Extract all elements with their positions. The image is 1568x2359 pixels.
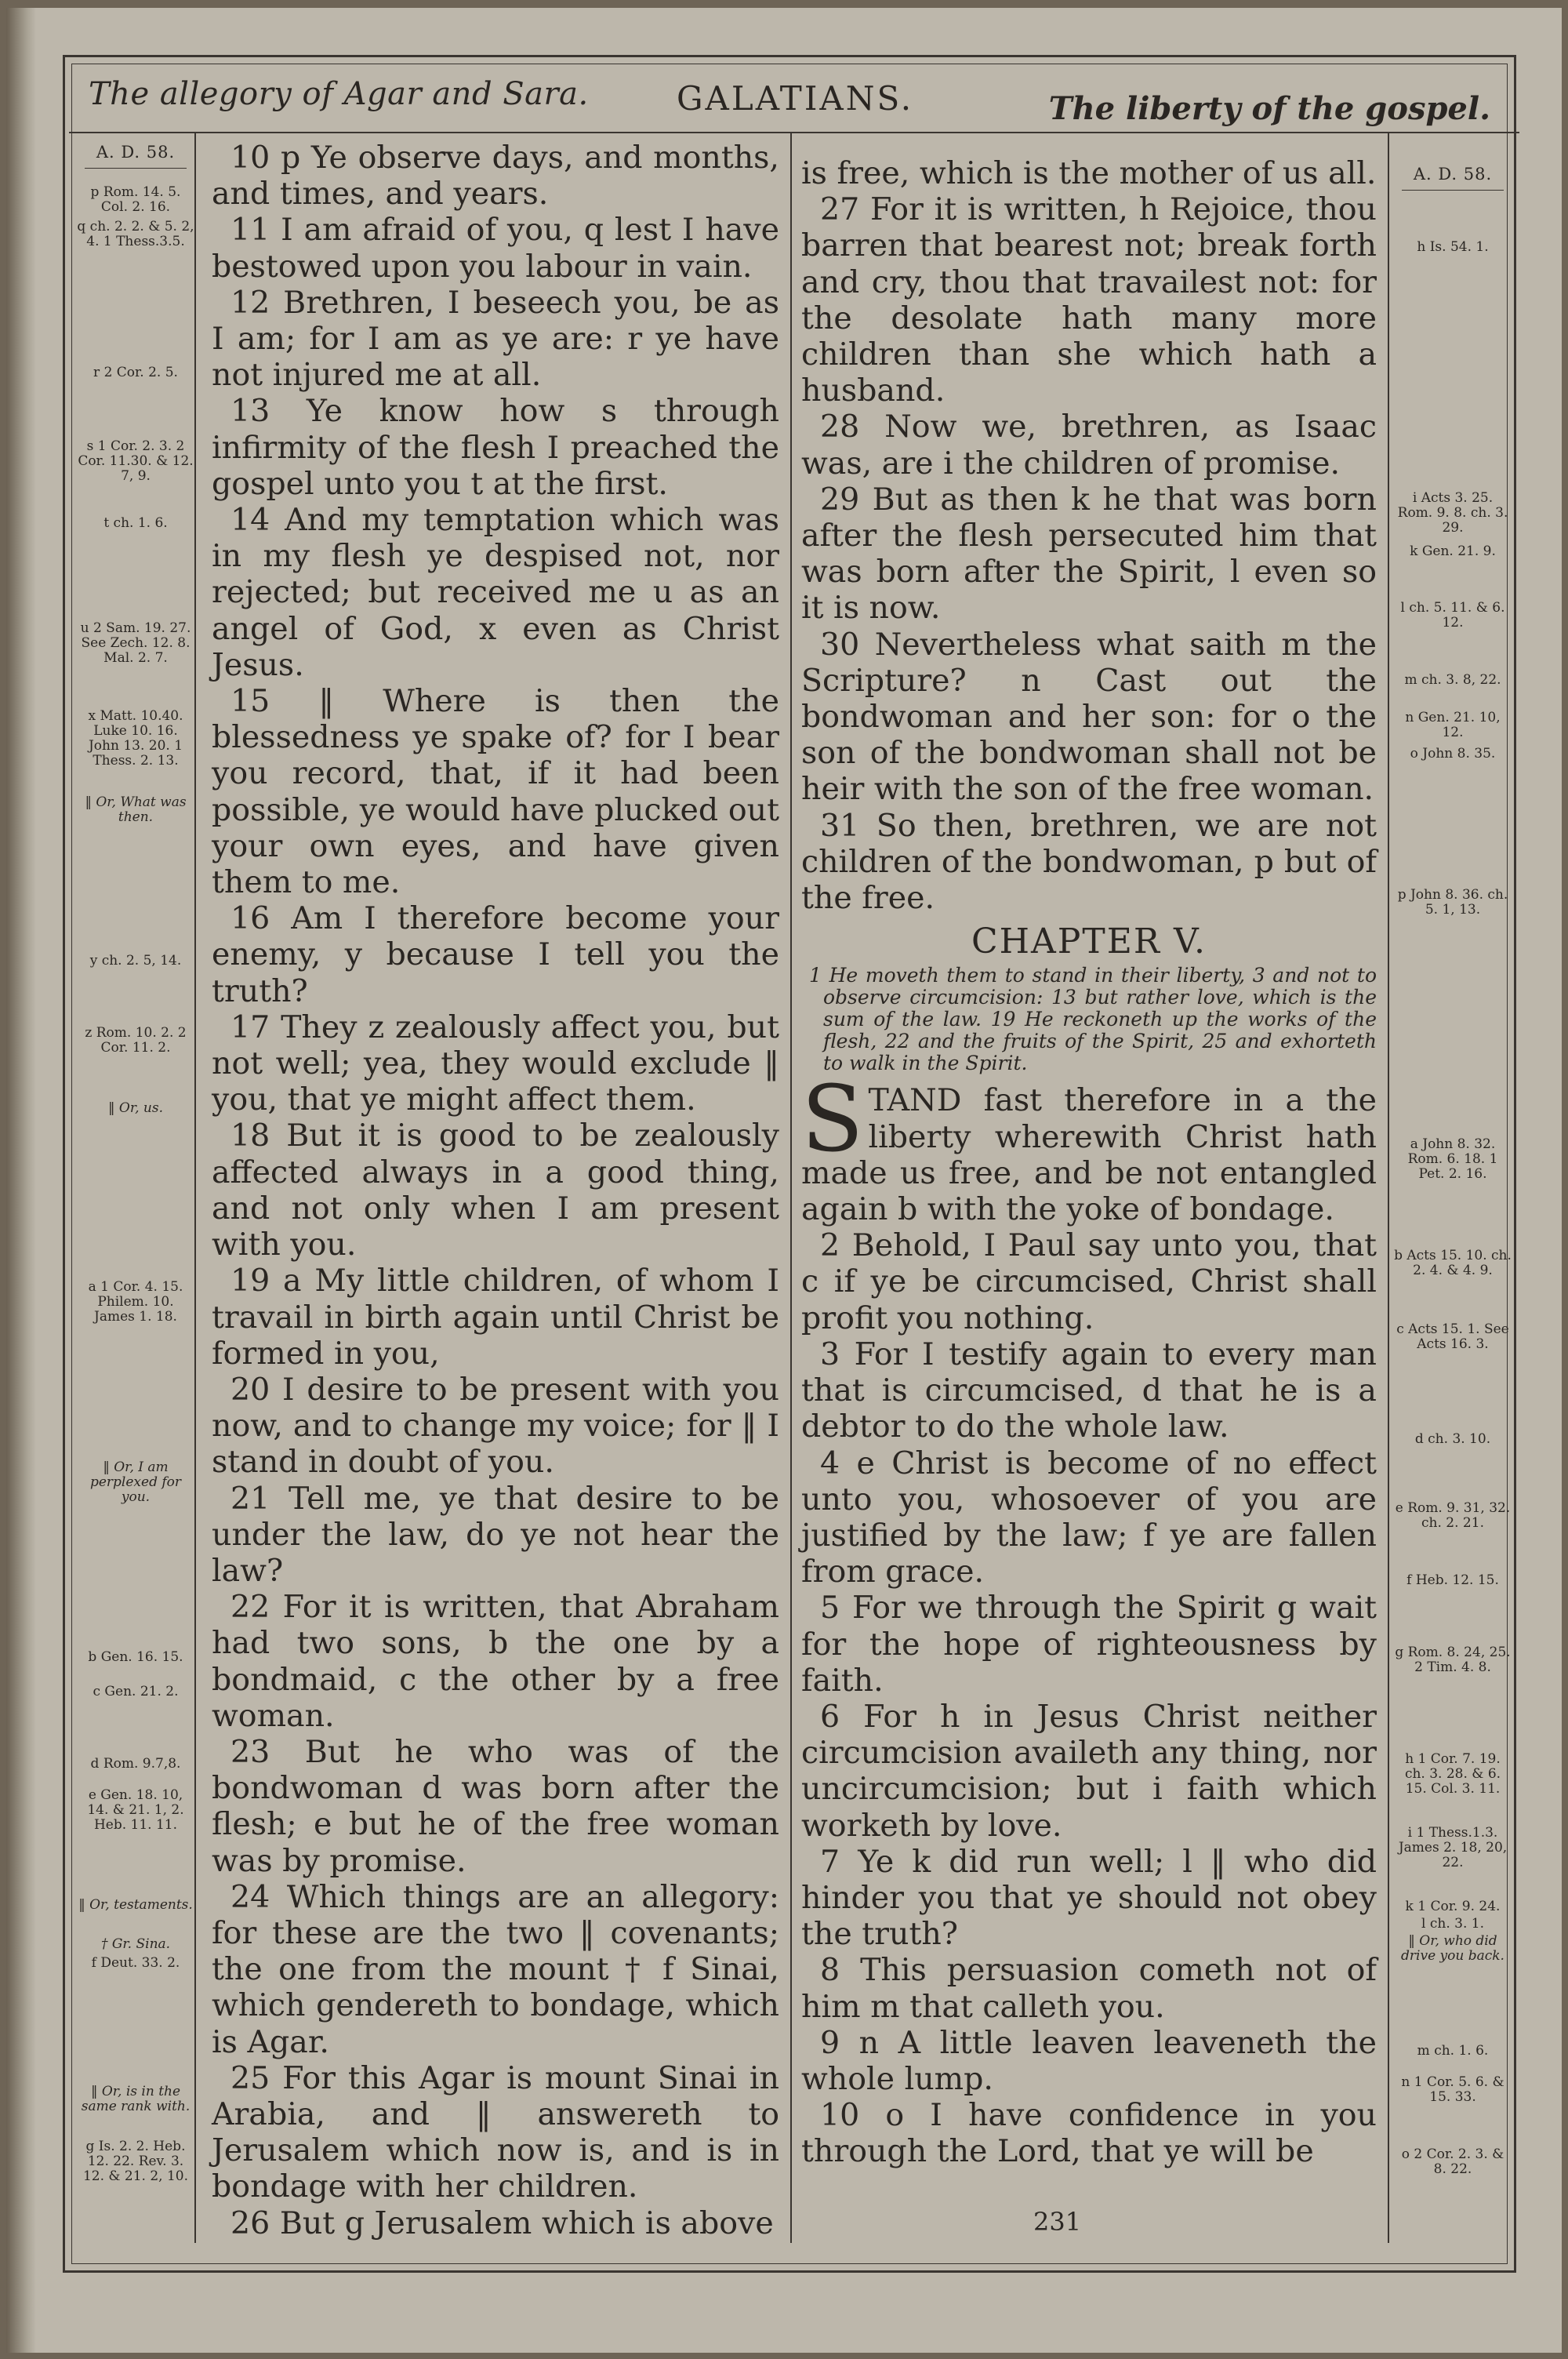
margin-note: ‖ Or, us.	[108, 1100, 163, 1116]
margin-note: n Gen. 21. 10, 12.	[1405, 710, 1501, 740]
margin-note: f Deut. 33. 2.	[91, 1955, 180, 1971]
chapter-first-verse	[801, 1067, 1377, 1228]
margin-note: ‖ Or, testaments.	[78, 1897, 193, 1913]
verse: 24 Which things are an allegory: for these are the two ‖ covenants; the one from the mount † f Sinai, which gendereth to bondage, which is Agar.	[212, 1878, 779, 2060]
margin-note: d ch. 3. 10.	[1414, 1431, 1491, 1447]
verse: 6 For h in Jesus Christ neither circumcision availeth any thing, nor uncircumcision; but i faith which worketh by love.	[801, 1698, 1377, 1844]
margin-note: l ch. 3. 1.	[1421, 1916, 1484, 1932]
verse: 20 I desire to be present with you now, and to change my voice; for ‖ I stand in doubt of you.	[212, 1371, 779, 1481]
verse: 13 Ye know how s through infirmity of the flesh I preached the gospel unto you t at the first.	[212, 393, 779, 502]
verse: 12 Brethren, I beseech you, be as I am; for I am as ye are: r ye have not injured me at all.	[212, 284, 779, 394]
margin-note: m ch. 1. 6.	[1417, 2043, 1489, 2059]
verse: 30 Nevertheless what saith m the Scripture? n Cast out the bondwoman and her son: for o the son of the bondwoman shall not be heir with the son of the free woman.	[801, 626, 1377, 808]
margin-note: e Gen. 18. 10, 14. & 21. 1, 2. Heb. 11. 11.	[87, 1787, 184, 1833]
margin-note: ‖ Or, is in the same rank with.	[81, 2084, 191, 2114]
verse: 29 But as then k he that was born after the flesh persecuted him that was born after the Spirit, l even so it is now.	[801, 481, 1377, 627]
margin-note: ‖ Or, who did drive you back.	[1401, 1933, 1504, 1964]
margin-note: r 2 Cor. 2. 5.	[93, 365, 178, 380]
chapter-summary: 1 He moveth them to stand in their liberty, 3 and not to observe circumcision: 13 but rather love, which is the sum of the law. 19 He reckoneth up the works of the flesh, 22 and the fruits of the Spirit, 25 and exhorteth to walk in the Spirit.	[809, 964, 1377, 1075]
drop-cap: S	[801, 1067, 864, 1173]
header-right-title: The liberty of the gospel.	[1048, 90, 1490, 127]
margin-note: b Gen. 16. 15.	[88, 1649, 183, 1665]
running-header	[65, 57, 1514, 139]
left-margin-rule	[194, 133, 196, 2243]
margin-note: t ch. 1. 6.	[103, 515, 168, 531]
left-margin-year: A. D. 58.	[96, 143, 176, 162]
verse: 4 e Christ is become of no effect unto you, whosoever of you are justified by the law; f ye are fallen from grace.	[801, 1445, 1377, 1590]
verse: 15 ‖ Where is then the blessedness ye spake of? for I bear you record, that, if it had been possible, ye would have plucked out your own eyes, and have given them to me.	[212, 683, 779, 901]
verse: 10 o I have confidence in you through the Lord, that ye will be	[801, 2097, 1377, 2170]
margin-note: p Rom. 14. 5. Col. 2. 16.	[90, 184, 181, 215]
right-text-column	[801, 155, 1377, 2170]
page-number: 231	[1033, 2207, 1082, 2237]
margin-note: o John 8. 35.	[1410, 746, 1496, 761]
margin-note: s 1 Cor. 2. 3. 2 Cor. 11.30. & 12. 7, 9.	[78, 438, 194, 484]
margin-note: o 2 Cor. 2. 3. & 8. 22.	[1401, 2146, 1504, 2177]
margin-note: ‖ Or, What was then.	[85, 794, 187, 825]
margin-note: b Acts 15. 10. ch. 2. 4. & 4. 9.	[1394, 1248, 1512, 1278]
margin-note: a John 8. 32. Rom. 6. 18. 1 Pet. 2. 16.	[1407, 1136, 1498, 1182]
margin-note: x Matt. 10.40. Luke 10. 16. John 13. 20. 1 Thess. 2. 13.	[88, 708, 183, 769]
verse: 16 Am I therefore become your enemy, y because I tell you the truth?	[212, 900, 779, 1009]
verse: 26 But g Jerusalem which is above	[230, 2205, 774, 2241]
binding-gutter	[6, 8, 36, 2353]
column-divider	[790, 133, 792, 2243]
verse-continuation: is free, which is the mother of us all.	[801, 155, 1377, 191]
margin-note: † Gr. Sina.	[100, 1936, 171, 1952]
margin-note: c Gen. 21. 2.	[93, 1684, 179, 1699]
verse: 28 Now we, brethren, as Isaac was, are i the children of promise.	[801, 409, 1377, 482]
verse: 14 And my temptation which was in my flesh ye despised not, nor rejected; but received me u as an angel of God, x even as Christ Jesus.	[212, 502, 779, 683]
margin-note: u 2 Sam. 19. 27. See Zech. 12. 8. Mal. 2. 7.	[80, 620, 191, 666]
verse: 2 Behold, I Paul say unto you, that c if ye be circumcised, Christ shall profit you nothing.	[801, 1227, 1377, 1336]
right-margin-rule	[1388, 133, 1389, 2243]
verse: 3 For I testify again to every man that is circumcised, d that he is a debtor to do the whole law.	[801, 1336, 1377, 1445]
margin-note: d Rom. 9.7,8.	[90, 1756, 181, 1772]
left-margin-head-rule	[85, 168, 187, 169]
margin-note: g Is. 2. 2. Heb. 12. 22. Rev. 3. 12. & 21. 2, 10.	[82, 2139, 189, 2184]
verse: 18 But it is good to be zealously affected always in a good thing, and not only when I am present with you.	[212, 1118, 779, 1263]
margin-note: l ch. 5. 11. & 6. 12.	[1400, 600, 1505, 631]
margin-note: i 1 Thess.1.3. James 2. 18, 20, 22.	[1398, 1825, 1508, 1870]
verse: 31 So then, brethren, we are not children of the bondwoman, p but of the free.	[801, 807, 1377, 917]
verse: 19 a My little children, of whom I travail in birth again until Christ be formed in you,	[212, 1263, 779, 1372]
margin-note: h 1 Cor. 7. 19. ch. 3. 28. & 6. 15. Col. 3. 11.	[1404, 1751, 1501, 1797]
header-book-name: GALATIANS.	[677, 79, 914, 118]
right-margin-year: A. D. 58.	[1413, 165, 1493, 184]
margin-note: ‖ Or, I am perplexed for you.	[89, 1459, 182, 1505]
verse: 11 I am afraid of you, q lest I have bestowed upon you labour in vain.	[212, 212, 779, 285]
margin-note: a 1 Cor. 4. 15. Philem. 10. James 1. 18.	[88, 1279, 183, 1325]
margin-note: i Acts 3. 25. Rom. 9. 8. ch. 3. 29.	[1397, 490, 1508, 536]
margin-note: f Heb. 12. 15.	[1406, 1572, 1499, 1588]
verse: 9 n A little leaven leaveneth the whole lump.	[801, 2024, 1377, 2097]
margin-note: k Gen. 21. 9.	[1410, 543, 1496, 559]
left-text-column	[212, 140, 779, 2241]
margin-note: n 1 Cor. 5. 6. & 15. 33.	[1401, 2074, 1504, 2105]
verse: 5 For we through the Spirit g wait for the hope of righteousness by faith.	[801, 1590, 1377, 1699]
margin-note: p John 8. 36. ch. 5. 1, 13.	[1397, 887, 1508, 918]
verse: 10 p Ye observe days, and months, and times, and years.	[212, 140, 779, 213]
margin-note: h Is. 54. 1.	[1417, 239, 1489, 255]
margin-note: g Rom. 8. 24, 25. 2 Tim. 4. 8.	[1395, 1645, 1511, 1675]
header-left-title: The allegory of Agar and Sara.	[89, 76, 589, 112]
chapter-heading: CHAPTER V.	[971, 921, 1207, 962]
right-margin-head-rule	[1402, 190, 1504, 191]
margin-note: m ch. 3. 8, 22.	[1404, 672, 1501, 688]
margin-note: y ch. 2. 5, 14.	[89, 953, 182, 969]
verse: 7 Ye k did run well; l ‖ who did hinder you that ye should not obey the truth?	[801, 1843, 1377, 1953]
verse: 22 For it is written, that Abraham had two sons, b the one by a bondmaid, c the other by a free woman.	[212, 1589, 779, 1734]
margin-note: q ch. 2. 2. & 5. 2, 4. 1 Thess.3.5.	[77, 219, 194, 249]
book-page	[6, 8, 1562, 2353]
verse: 25 For this Agar is mount Sinai in Arabia, and ‖ answereth to Jerusalem which now is, and is in bondage with her children.	[212, 2059, 779, 2205]
margin-note: c Acts 15. 1. See Acts 16. 3.	[1396, 1321, 1509, 1352]
verse: 27 For it is written, h Rejoice, thou barren that bearest not; break forth and cry, thou that travailest not: for the desolate hath many more children than she which hath a husband.	[801, 191, 1377, 409]
verse: 21 Tell me, ye that desire to be under the law, do ye not hear the law?	[212, 1480, 779, 1589]
margin-note: z Rom. 10. 2. 2 Cor. 11. 2.	[85, 1025, 187, 1056]
first-verse-text: TAND fast therefore in a the liberty wherewith Christ hath made us free, and be not entangled again b with the yoke of bondage.	[801, 1082, 1377, 1228]
verse: 8 This persuasion cometh not of him m that calleth you.	[801, 1952, 1377, 2025]
header-rule	[69, 132, 1519, 133]
verse: 17 They z zealously affect you, but not well; yea, they would exclude ‖ you, that ye might affect them.	[212, 1009, 779, 1118]
margin-note: k 1 Cor. 9. 24.	[1405, 1899, 1501, 1914]
verse: 23 But he who was of the bondwoman d was born after the flesh; e but he of the free woman was by promise.	[212, 1733, 779, 1879]
margin-note: e Rom. 9. 31, 32. ch. 2. 21.	[1395, 1500, 1511, 1531]
